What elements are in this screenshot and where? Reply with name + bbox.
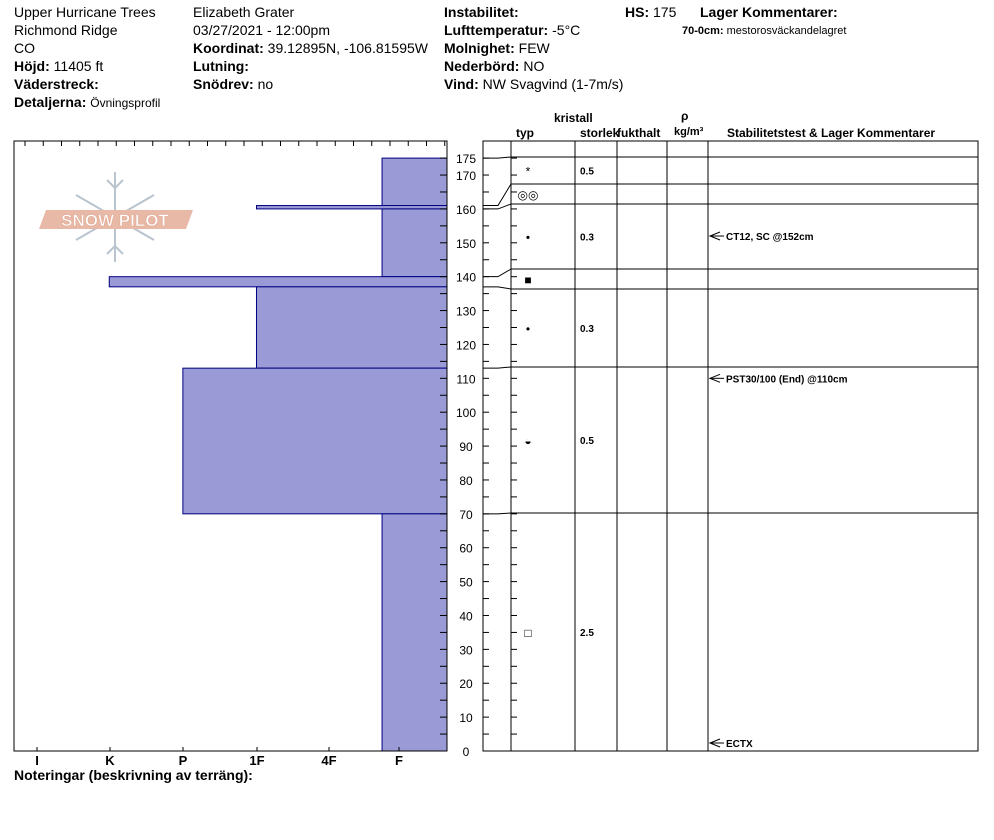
- grain-type-symbol: •: [525, 230, 531, 245]
- stability-label: Instabilitet:: [444, 4, 519, 20]
- depth-tick-label: 150: [455, 236, 477, 251]
- hardness-bar: [109, 277, 447, 287]
- hs-label: HS:: [625, 4, 650, 20]
- watermark-text: SNOW PILOT: [61, 211, 169, 230]
- aspect-label: Väderstreck:: [14, 76, 99, 92]
- grain-size-value: 0.5: [580, 166, 594, 178]
- grain-type-symbol: ◒: [524, 434, 532, 448]
- depth-tick-label: 10: [459, 711, 473, 726]
- location-name: Upper Hurricane Trees: [14, 4, 156, 20]
- sky-value: FEW: [518, 40, 550, 56]
- state-name: CO: [14, 40, 35, 56]
- stability-test-label: ECTX: [726, 739, 753, 750]
- details-value: Övningsprofil: [90, 96, 161, 110]
- depth-axis: [440, 152, 517, 759]
- hardness-tick-label: F: [395, 753, 403, 768]
- airtemp-label: Lufttemperatur:: [444, 22, 549, 38]
- hardness-bar: [183, 368, 447, 514]
- depth-tick-label: 175: [455, 152, 477, 167]
- precip-label: Nederbörd:: [444, 58, 520, 74]
- stability-tests: [710, 232, 848, 750]
- elevation-value: 11405 ft: [53, 58, 104, 74]
- depth-tick-label: 0: [462, 745, 470, 759]
- depth-tick-label: 140: [455, 270, 477, 285]
- details-label: Detaljerna:: [14, 94, 87, 110]
- depth-tick-label: 90: [459, 440, 473, 455]
- grain-size-value: 2.5: [580, 628, 594, 639]
- wind-value: NW Svagvind (1-7m/s): [482, 76, 624, 92]
- hardness-bars: [109, 158, 447, 751]
- layer-comment-text: mestorosväckandelagret: [726, 25, 847, 37]
- moisture-header: fukthalt: [617, 126, 661, 140]
- terrain-notes-label: Noteringar (beskrivning av terräng):: [14, 767, 253, 783]
- hardness-bar: [382, 514, 447, 751]
- depth-tick-label: 20: [459, 677, 473, 692]
- area-name: Richmond Ridge: [14, 22, 118, 38]
- airtemp-value: -5°C: [552, 22, 581, 38]
- coordinate-label: Koordinat:: [193, 40, 264, 56]
- coordinate-value: 39.12895N, -106.81595W: [267, 40, 428, 56]
- depth-tick-label: 70: [459, 507, 473, 522]
- depth-tick-label: 100: [455, 406, 477, 421]
- hardness-bar: [256, 287, 447, 368]
- drift-value: no: [257, 76, 274, 92]
- hardness-tick-label: K: [105, 753, 115, 768]
- rho-header: ρ: [681, 109, 689, 123]
- grain-type-symbol: *: [525, 164, 531, 179]
- grain-type-symbol: ◎◎: [517, 188, 539, 202]
- hardness-tick-label: P: [178, 753, 188, 768]
- hardness-tick-label: 4F: [321, 753, 337, 768]
- grain-type-symbol: ■: [524, 273, 532, 287]
- grain-size-value: 0.5: [580, 436, 594, 447]
- slope-label: Lutning:: [193, 58, 249, 74]
- grain-size-value: 0.3: [580, 324, 594, 335]
- size-header: storlek: [580, 126, 620, 140]
- precip-value: NO: [523, 58, 545, 74]
- observation-datetime: 03/27/2021 - 12:00pm: [193, 22, 330, 38]
- depth-tick-label: 40: [459, 609, 473, 624]
- hardness-bar: [256, 206, 447, 209]
- stability-test-label: PST30/100 (End) @110cm: [726, 374, 848, 386]
- depth-tick-label: 50: [459, 575, 473, 590]
- layer-rows: [483, 157, 978, 751]
- grain-type-symbol: □: [524, 626, 532, 640]
- grain-size-value: 0.3: [580, 232, 594, 244]
- depth-tick-label: 170: [455, 169, 477, 184]
- snowpilot-logo: [39, 172, 193, 262]
- grain-type-symbol: •: [525, 322, 531, 336]
- depth-tick-label: 110: [456, 372, 476, 387]
- wind-label: Vind:: [444, 76, 479, 92]
- observer-name: Elizabeth Grater: [193, 4, 295, 20]
- layer-comment-range: 70-0cm:: [682, 25, 724, 37]
- hardness-bar: [382, 158, 447, 205]
- drift-label: Snödrev:: [193, 76, 254, 92]
- depth-tick-label: 120: [455, 338, 477, 353]
- hardness-tick-label: I: [35, 753, 39, 768]
- crystal-header: kristall: [554, 111, 593, 125]
- depth-tick-label: 80: [459, 473, 473, 488]
- type-header: typ: [516, 126, 534, 140]
- density-unit-header: kg/m³: [674, 126, 704, 138]
- hardness-bar: [382, 209, 447, 277]
- depth-tick-label: 60: [459, 541, 473, 556]
- depth-tick-label: 160: [455, 202, 477, 217]
- hs-value: 175: [653, 4, 677, 20]
- depth-tick-label: 130: [455, 304, 477, 319]
- stability-test-label: CT12, SC @152cm: [726, 232, 814, 244]
- layer-comments-label: Lager Kommentarer:: [700, 4, 838, 20]
- sky-label: Molnighet:: [444, 40, 515, 56]
- depth-tick-label: 30: [459, 643, 473, 658]
- stability-tests-header: Stabilitetstest & Lager Kommentarer: [727, 126, 936, 140]
- elevation-label: Höjd:: [14, 58, 50, 74]
- hardness-tick-label: 1F: [249, 753, 265, 768]
